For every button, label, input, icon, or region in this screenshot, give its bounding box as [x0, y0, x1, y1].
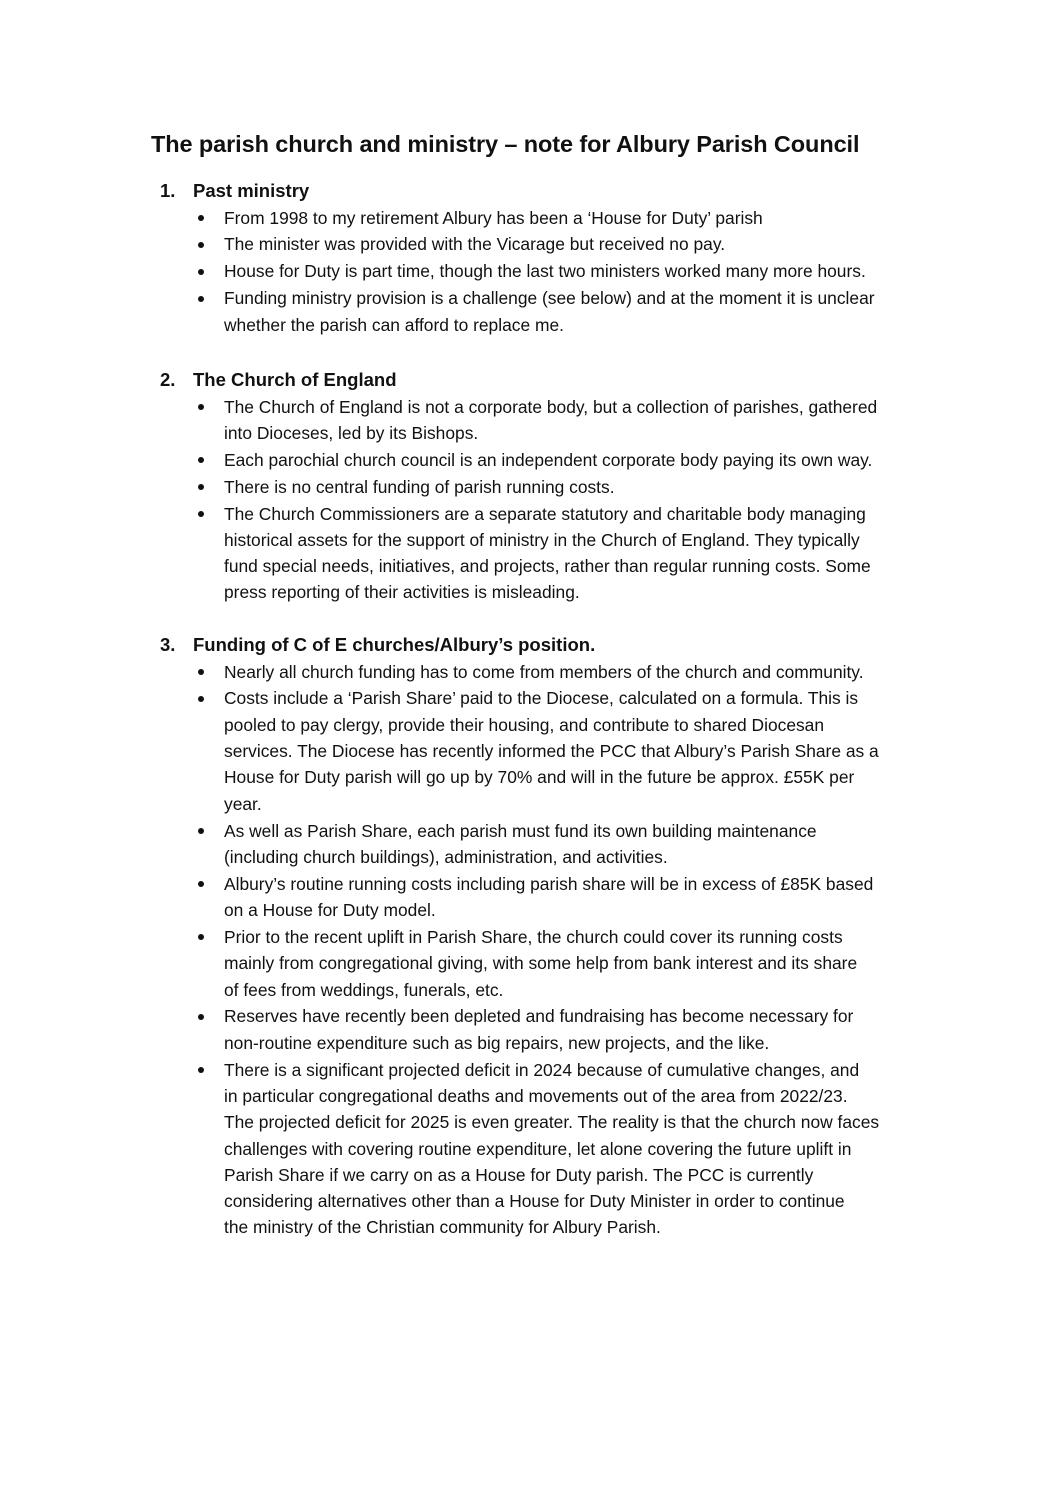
section-number: 1.: [160, 180, 176, 201]
bullet-point-icon: [198, 696, 204, 702]
bullet-text-line: (including church buildings), administration, and activities.: [224, 846, 668, 867]
bullet-point-icon: [198, 934, 204, 940]
bullet-item: [160, 394, 950, 447]
bullet-point-icon: [198, 1067, 204, 1073]
section-heading-text: Funding of C of E churches/Albury’s position.: [193, 634, 596, 655]
bullet-text-line: press reporting of their activities is misleading.: [224, 582, 580, 603]
bullet-item: [160, 501, 950, 606]
bullet-point-icon: [198, 457, 204, 463]
bullet-text-line: pooled to pay clergy, provide their housing, and contribute to shared Diocesan: [224, 714, 825, 735]
bullet-text-line: House for Duty is part time, though the last two ministers worked many more hours.: [224, 261, 866, 282]
bullet-item: [160, 285, 950, 338]
bullet-list: [160, 394, 950, 606]
bullet-text-line: the ministry of the Christian community for Albury Parish.: [224, 1217, 661, 1238]
bullet-point-icon: [198, 484, 204, 490]
bullet-item: [160, 258, 950, 284]
bullet-item: [160, 659, 950, 685]
bullet-text-line: whether the parish can afford to replace me.: [224, 314, 564, 335]
bullet-item: [160, 924, 950, 1003]
bullet-text-line: on a House for Duty model.: [224, 900, 436, 921]
bullet-text-line: Parish Share if we carry on as a House for Duty parish. The PCC is currently: [224, 1164, 814, 1185]
section-heading-text: Past ministry: [193, 180, 310, 201]
bullet-item: [160, 871, 950, 924]
bullet-text-line: in particular congregational deaths and movements out of the area from 2022/23.: [224, 1085, 848, 1106]
bullet-text-line: non-routine expenditure such as big repairs, new projects, and the like.: [224, 1032, 770, 1053]
bullet-point-icon: [198, 828, 204, 834]
bullet-text-line: challenges with covering routine expenditure, let alone covering the future uplift in: [224, 1138, 852, 1159]
bullet-text-line: historical assets for the support of ministry in the Church of England. They typically: [224, 529, 860, 550]
bullet-point-icon: [198, 1014, 204, 1020]
bullet-item: [160, 1003, 950, 1056]
bullet-item: [160, 1057, 950, 1241]
bullet-item: [160, 474, 950, 500]
bullet-item: [160, 447, 950, 473]
section-heading: [160, 367, 950, 393]
bullet-item: [160, 685, 950, 816]
bullet-text-line: fund special needs, initiatives, and projects, rather than regular running costs. Some: [224, 556, 871, 577]
bullet-point-icon: [198, 215, 204, 221]
bullet-text-line: Prior to the recent uplift in Parish Share, the church could cover its running costs: [224, 926, 843, 947]
bullet-text-line: There is a significant projected deficit in 2024 because of cumulative changes, and: [224, 1059, 860, 1080]
document-title: The parish church and ministry – note for Albury Parish Council: [151, 131, 860, 157]
section-heading: [160, 632, 950, 658]
bullet-text-line: Each parochial church council is an independent corporate body paying its own way.: [224, 449, 873, 470]
bullet-point-icon: [198, 669, 204, 675]
section-church-of-england: [160, 367, 950, 606]
bullet-item: [160, 818, 950, 871]
section-funding: [160, 632, 950, 1241]
bullet-text-line: The Church of England is not a corporate body, but a collection of parishes, gathered: [224, 396, 878, 417]
bullet-list: [160, 659, 950, 1241]
bullet-text-line: Costs include a ‘Parish Share’ paid to the Diocese, calculated on a formula. This is: [224, 688, 859, 709]
bullet-text-line: considering alternatives other than a House for Duty Minister in order to continue: [224, 1191, 845, 1212]
bullet-text-line: into Dioceses, led by its Bishops.: [224, 422, 479, 443]
section-past-ministry: [160, 178, 950, 338]
section-heading: [160, 178, 950, 204]
bullet-point-icon: [198, 511, 204, 517]
bullet-item: [160, 231, 950, 257]
bullet-text-line: From 1998 to my retirement Albury has been a ‘House for Duty’ parish: [224, 207, 763, 228]
bullet-point-icon: [198, 242, 204, 248]
bullet-text-line: There is no central funding of parish running costs.: [224, 476, 615, 497]
bullet-text-line: The minister was provided with the Vicarage but received no pay.: [224, 234, 726, 255]
bullet-text-line: Nearly all church funding has to come from members of the church and community.: [224, 661, 864, 682]
bullet-point-icon: [198, 296, 204, 302]
bullet-text-line: of fees from weddings, funerals, etc.: [224, 979, 504, 1000]
bullet-text-line: As well as Parish Share, each parish must fund its own building maintenance: [224, 820, 817, 841]
bullet-text-line: The projected deficit for 2025 is even greater. The reality is that the church now faces: [224, 1112, 880, 1133]
bullet-text-line: services. The Diocese has recently informed the PCC that Albury’s Parish Share as a: [224, 741, 879, 762]
bullet-text-line: Reserves have recently been depleted and fundraising has become necessary for: [224, 1006, 854, 1027]
bullet-text-line: Funding ministry provision is a challenge (see below) and at the moment it is unclear: [224, 288, 875, 309]
section-number: 3.: [160, 634, 176, 655]
bullet-list: [160, 205, 950, 338]
bullet-point-icon: [198, 404, 204, 410]
bullet-text-line: Albury’s routine running costs including parish share will be in excess of £85K based: [224, 873, 874, 894]
bullet-text-line: year.: [224, 793, 262, 814]
bullet-text-line: mainly from congregational giving, with some help from bank interest and its share: [224, 953, 858, 974]
bullet-point-icon: [198, 881, 204, 887]
bullet-item: [160, 205, 950, 231]
bullet-point-icon: [198, 269, 204, 275]
bullet-text-line: The Church Commissioners are a separate statutory and charitable body managing: [224, 503, 866, 524]
section-heading-text: The Church of England: [193, 369, 397, 390]
bullet-text-line: House for Duty parish will go up by 70% and will in the future be approx. £55K per: [224, 767, 855, 788]
section-number: 2.: [160, 369, 176, 390]
